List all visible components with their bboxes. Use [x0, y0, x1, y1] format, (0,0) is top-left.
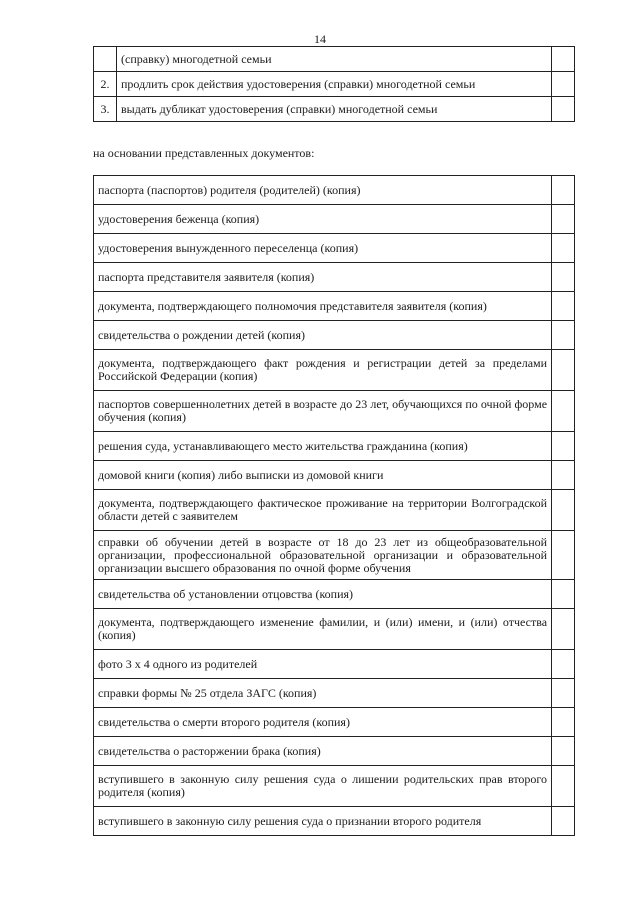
document-label: документа, подтверждающего изменение фамилии, и (или) имени, и (или) отчества (копия): [94, 609, 552, 650]
table-row: [94, 461, 575, 490]
document-label: паспорта (паспортов) родителя (родителей) (копия): [94, 176, 552, 205]
document-checkbox[interactable]: [552, 432, 575, 461]
document-checkbox[interactable]: [552, 708, 575, 737]
document-label: документа, подтверждающего факт рождения и регистрации детей за пределами Российской Федерации (копия): [94, 350, 552, 391]
document-checkbox[interactable]: [552, 391, 575, 432]
document-label: паспортов совершеннолетних детей в возрасте до 23 лет, обучающихся по очной форме обучения (копия): [94, 391, 552, 432]
document-checkbox[interactable]: [552, 350, 575, 391]
option-number: 3.: [94, 97, 117, 122]
table-row: [94, 432, 575, 461]
document-label: удостоверения вынужденного переселенца (копия): [94, 234, 552, 263]
option-checkbox[interactable]: [552, 47, 575, 72]
option-checkbox[interactable]: [552, 72, 575, 97]
document-checkbox[interactable]: [552, 737, 575, 766]
document-checkbox[interactable]: [552, 263, 575, 292]
table-row: [94, 737, 575, 766]
document-checkbox[interactable]: [552, 609, 575, 650]
table-row: [94, 321, 575, 350]
table-row: [94, 350, 575, 391]
document-label: паспорта представителя заявителя (копия): [94, 263, 552, 292]
document-checkbox[interactable]: [552, 580, 575, 609]
document-label: свидетельства о смерти второго родителя (копия): [94, 708, 552, 737]
option-checkbox[interactable]: [552, 97, 575, 122]
page-number: 14: [314, 32, 326, 46]
option-number: [94, 47, 117, 72]
document-checkbox[interactable]: [552, 807, 575, 836]
table-row: [94, 263, 575, 292]
document-checkbox[interactable]: [552, 650, 575, 679]
table-row: [94, 292, 575, 321]
options-table: [93, 46, 575, 122]
table-row: [94, 490, 575, 531]
document-label: свидетельства о рождении детей (копия): [94, 321, 552, 350]
table-row: [94, 391, 575, 432]
table-row: [94, 205, 575, 234]
table-row: [94, 580, 575, 609]
document-label: удостоверения беженца (копия): [94, 205, 552, 234]
option-text: продлить срок действия удостоверения (справки) многодетной семьи: [117, 72, 552, 97]
table-row: [94, 766, 575, 807]
intro-text: на основании представленных документов:: [93, 146, 315, 160]
table-row: [94, 176, 575, 205]
table-row: [94, 708, 575, 737]
option-number: 2.: [94, 72, 117, 97]
document-checkbox[interactable]: [552, 205, 575, 234]
document-checkbox[interactable]: [552, 176, 575, 205]
documents-table: [93, 175, 575, 836]
table-row: [94, 609, 575, 650]
document-label: домовой книги (копия) либо выписки из домовой книги: [94, 461, 552, 490]
document-label: справки об обучении детей в возрасте от 18 до 23 лет из общеобразовательной организации, профессиональной образовательной организации и образовательной организации высшего образования по очной форме обучения: [94, 531, 552, 580]
table-row: [94, 650, 575, 679]
table-row: [94, 97, 575, 122]
document-label: фото 3 х 4 одного из родителей: [94, 650, 552, 679]
document-label: свидетельства о расторжении брака (копия): [94, 737, 552, 766]
table-row: [94, 72, 575, 97]
document-checkbox[interactable]: [552, 461, 575, 490]
table-row: [94, 679, 575, 708]
document-checkbox[interactable]: [552, 292, 575, 321]
option-text: выдать дубликат удостоверения (справки) многодетной семьи: [117, 97, 552, 122]
table-row: [94, 234, 575, 263]
document-checkbox[interactable]: [552, 490, 575, 531]
document-checkbox[interactable]: [552, 321, 575, 350]
document-label: вступившего в законную силу решения суда о признании второго родителя: [94, 807, 552, 836]
document-label: документа, подтверждающего полномочия представителя заявителя (копия): [94, 292, 552, 321]
table-row: [94, 807, 575, 836]
document-label: свидетельства об установлении отцовства (копия): [94, 580, 552, 609]
table-row: [94, 531, 575, 580]
document-label: справки формы № 25 отдела ЗАГС (копия): [94, 679, 552, 708]
document-checkbox[interactable]: [552, 234, 575, 263]
document-checkbox[interactable]: [552, 679, 575, 708]
table-row: [94, 47, 575, 72]
document-label: вступившего в законную силу решения суда о лишении родительских прав второго родителя (копия): [94, 766, 552, 807]
document-label: решения суда, устанавливающего место жительства гражданина (копия): [94, 432, 552, 461]
document-checkbox[interactable]: [552, 766, 575, 807]
document-checkbox[interactable]: [552, 531, 575, 580]
option-text: (справку) многодетной семьи: [117, 47, 552, 72]
document-label: документа, подтверждающего фактическое проживание на территории Волгоградской области детей с заявителем: [94, 490, 552, 531]
